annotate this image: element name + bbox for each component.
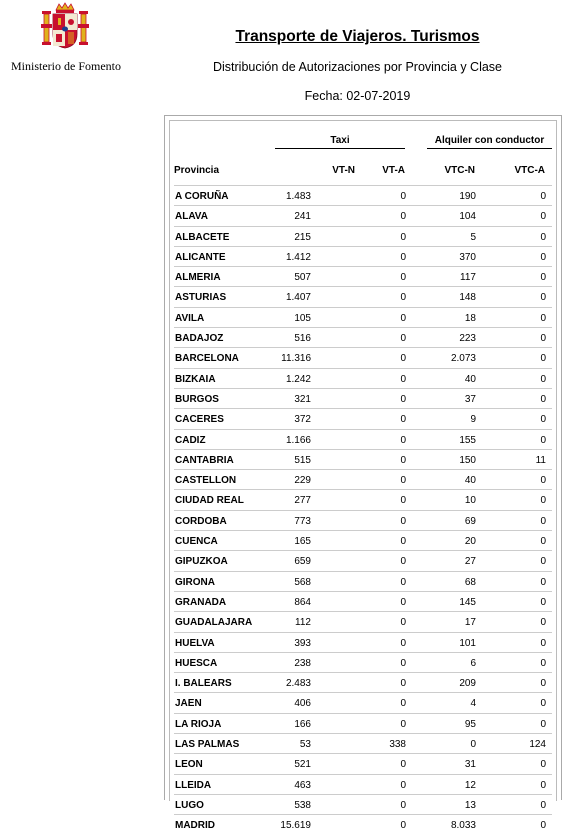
cell-vtc-a: 0 bbox=[540, 718, 546, 730]
cell-province: ALMERIA bbox=[175, 272, 221, 284]
coat-of-arms-logo bbox=[40, 2, 90, 50]
table-row bbox=[174, 652, 552, 672]
cell-vt-n: 2.483 bbox=[285, 678, 311, 690]
cell-vt-n: 112 bbox=[295, 617, 311, 629]
cell-vtc-n: 31 bbox=[464, 759, 476, 771]
cell-vt-a: 0 bbox=[400, 495, 406, 507]
table-row bbox=[174, 449, 552, 469]
table-row bbox=[174, 489, 552, 509]
cell-vtc-n: 104 bbox=[459, 211, 476, 223]
cell-vt-a: 0 bbox=[400, 373, 406, 385]
cell-vt-n: 11.316 bbox=[281, 353, 311, 365]
table-body bbox=[174, 185, 552, 835]
cell-province: LA RIOJA bbox=[175, 718, 222, 730]
cell-province: ALAVA bbox=[175, 211, 208, 223]
cell-vt-n: 321 bbox=[294, 393, 311, 405]
cell-vt-a: 0 bbox=[400, 617, 406, 629]
cell-vt-n: 165 bbox=[294, 536, 311, 548]
cell-vt-n: 516 bbox=[294, 333, 311, 345]
cell-vt-n: 166 bbox=[294, 718, 311, 730]
cell-vtc-n: 40 bbox=[464, 373, 476, 385]
cell-vtc-n: 150 bbox=[459, 454, 476, 466]
cell-province: BIZKAIA bbox=[175, 373, 216, 385]
cell-vtc-n: 101 bbox=[459, 637, 476, 649]
table-row bbox=[174, 692, 552, 712]
table-row bbox=[174, 408, 552, 428]
cell-vtc-n: 6 bbox=[470, 657, 476, 669]
cell-province: LEON bbox=[175, 759, 203, 771]
cell-vtc-a: 0 bbox=[540, 576, 546, 588]
cell-vtc-a: 0 bbox=[540, 272, 546, 284]
table-row bbox=[174, 814, 552, 834]
cell-vt-a: 0 bbox=[400, 414, 406, 426]
page-title: Transporte de Viajeros. Turismos bbox=[235, 28, 480, 45]
cell-vtc-a: 124 bbox=[529, 739, 546, 751]
cell-vtc-n: 148 bbox=[459, 292, 476, 304]
cell-vtc-a: 0 bbox=[540, 799, 546, 811]
cell-vtc-a: 0 bbox=[540, 820, 546, 832]
cell-province: GIPUZKOA bbox=[175, 556, 228, 568]
cell-province: HUESCA bbox=[175, 657, 218, 669]
cell-province: ALICANTE bbox=[175, 251, 226, 263]
cell-province: GRANADA bbox=[175, 596, 227, 608]
cell-vt-n: 393 bbox=[294, 637, 311, 649]
cell-province: CACERES bbox=[175, 414, 224, 426]
cell-vtc-a: 0 bbox=[540, 393, 546, 405]
cell-vtc-n: 4 bbox=[470, 698, 476, 710]
cell-vt-a: 0 bbox=[400, 231, 406, 243]
cell-vt-n: 15.619 bbox=[280, 820, 311, 832]
column-header-vtc-n: VTC-N bbox=[444, 165, 475, 176]
authorizations-table bbox=[164, 115, 562, 832]
cell-vt-a: 0 bbox=[400, 698, 406, 710]
cell-vt-a: 338 bbox=[389, 739, 406, 751]
cell-vtc-a: 0 bbox=[540, 536, 546, 548]
cell-province: GUADALAJARA bbox=[175, 617, 253, 629]
cell-vt-n: 1.242 bbox=[285, 373, 311, 385]
cell-vt-n: 463 bbox=[294, 779, 311, 791]
table-row bbox=[174, 205, 552, 225]
cell-vt-n: 238 bbox=[294, 657, 311, 669]
table-row bbox=[174, 591, 552, 611]
cell-vtc-a: 0 bbox=[540, 191, 546, 202]
table-row bbox=[174, 571, 552, 591]
table-row bbox=[174, 672, 552, 692]
cell-vt-a: 0 bbox=[400, 292, 406, 304]
cell-vt-n: 507 bbox=[294, 272, 311, 284]
cell-vt-n: 372 bbox=[294, 414, 311, 426]
cell-vt-n: 568 bbox=[294, 576, 311, 588]
cell-vtc-a: 0 bbox=[540, 211, 546, 223]
table-row bbox=[174, 368, 552, 388]
cell-province: BURGOS bbox=[175, 393, 219, 405]
cell-vt-a: 0 bbox=[400, 211, 406, 223]
cell-vtc-n: 27 bbox=[464, 556, 476, 568]
table-row bbox=[174, 226, 552, 246]
table-row bbox=[174, 266, 552, 286]
cell-vtc-n: 9 bbox=[470, 414, 476, 426]
cell-vtc-a: 0 bbox=[540, 353, 546, 365]
cell-vtc-n: 69 bbox=[464, 515, 476, 527]
cell-vt-n: 406 bbox=[294, 698, 311, 710]
crest-icon bbox=[40, 2, 90, 50]
cell-vtc-a: 0 bbox=[540, 434, 546, 446]
cell-province: CUENCA bbox=[175, 536, 218, 548]
cell-province: CIUDAD REAL bbox=[175, 495, 244, 507]
cell-vt-a: 0 bbox=[400, 333, 406, 345]
table-row bbox=[174, 246, 552, 266]
cell-vtc-a: 0 bbox=[540, 596, 546, 608]
cell-vt-n: 1.412 bbox=[285, 251, 311, 263]
table-row bbox=[174, 713, 552, 733]
cell-vtc-n: 0 bbox=[470, 739, 476, 751]
group-header-vtc: Alquiler con conductor bbox=[427, 135, 552, 149]
cell-vtc-a: 0 bbox=[540, 414, 546, 426]
cell-vtc-a: 0 bbox=[540, 495, 546, 507]
cell-vtc-n: 190 bbox=[459, 191, 476, 202]
table-row bbox=[174, 530, 552, 550]
cell-vt-n: 864 bbox=[294, 596, 311, 608]
cell-vtc-n: 12 bbox=[464, 779, 476, 791]
table-row bbox=[174, 347, 552, 367]
cell-vtc-a: 0 bbox=[540, 657, 546, 669]
cell-vt-a: 0 bbox=[400, 434, 406, 446]
table-row bbox=[174, 753, 552, 773]
cell-vt-a: 0 bbox=[400, 353, 406, 365]
cell-vt-a: 0 bbox=[400, 393, 406, 405]
cell-vt-a: 0 bbox=[400, 799, 406, 811]
table-row bbox=[174, 611, 552, 631]
cell-vtc-n: 370 bbox=[459, 251, 476, 263]
table-inner-frame bbox=[169, 120, 557, 832]
cell-vt-a: 0 bbox=[400, 576, 406, 588]
cell-vt-a: 0 bbox=[400, 191, 406, 202]
cell-province: A CORUÑA bbox=[175, 191, 229, 202]
cell-vtc-a: 0 bbox=[540, 231, 546, 243]
cell-vt-a: 0 bbox=[400, 312, 406, 324]
table-row bbox=[174, 774, 552, 794]
cell-vtc-n: 8.033 bbox=[450, 820, 476, 832]
group-header-taxi: Taxi bbox=[275, 135, 405, 149]
cell-vtc-n: 68 bbox=[464, 576, 476, 588]
cell-vtc-n: 209 bbox=[459, 678, 476, 690]
cell-vt-n: 515 bbox=[294, 454, 311, 466]
cell-vtc-a: 0 bbox=[540, 779, 546, 791]
cell-province: HUELVA bbox=[175, 637, 215, 649]
cell-vt-n: 215 bbox=[294, 231, 311, 243]
cell-vt-a: 0 bbox=[400, 475, 406, 487]
cell-vtc-n: 5 bbox=[470, 231, 476, 243]
cell-vtc-n: 17 bbox=[464, 617, 476, 629]
table-row bbox=[174, 550, 552, 570]
cell-province: JAEN bbox=[175, 698, 202, 710]
column-header-vtc-a: VTC-A bbox=[514, 165, 545, 176]
cell-vtc-a: 0 bbox=[540, 678, 546, 690]
cell-province: MADRID bbox=[175, 820, 215, 832]
cell-province: I. BALEARS bbox=[175, 678, 232, 690]
cell-vt-n: 1.483 bbox=[285, 191, 311, 202]
cell-vtc-a: 0 bbox=[540, 698, 546, 710]
page-subtitle: Distribución de Autorizaciones por Provincia y Clase bbox=[212, 60, 503, 74]
cell-vt-n: 53 bbox=[299, 739, 311, 751]
cell-vt-a: 0 bbox=[400, 596, 406, 608]
cell-province: BARCELONA bbox=[175, 353, 239, 365]
cell-vt-a: 0 bbox=[400, 536, 406, 548]
table-row bbox=[174, 327, 552, 347]
cell-vtc-a: 0 bbox=[540, 251, 546, 263]
cell-vt-n: 538 bbox=[294, 799, 311, 811]
cell-vtc-a: 11 bbox=[535, 454, 546, 466]
cell-vtc-a: 0 bbox=[540, 759, 546, 771]
cell-province: AVILA bbox=[175, 312, 205, 324]
cell-province: GIRONA bbox=[175, 576, 215, 588]
cell-province: CORDOBA bbox=[175, 515, 227, 527]
cell-vtc-n: 37 bbox=[464, 393, 476, 405]
cell-vt-a: 0 bbox=[400, 515, 406, 527]
table-row bbox=[174, 469, 552, 489]
cell-vtc-a: 0 bbox=[540, 333, 546, 345]
cell-vt-n: 241 bbox=[294, 211, 311, 223]
cell-vtc-n: 40 bbox=[464, 475, 476, 487]
cell-vtc-n: 2.073 bbox=[450, 353, 476, 365]
cell-vt-a: 0 bbox=[400, 759, 406, 771]
cell-province: ALBACETE bbox=[175, 231, 230, 243]
cell-vt-n: 1.166 bbox=[285, 434, 311, 446]
cell-vtc-a: 0 bbox=[540, 475, 546, 487]
cell-vt-a: 0 bbox=[400, 251, 406, 263]
table-row bbox=[174, 510, 552, 530]
cell-vt-a: 0 bbox=[400, 272, 406, 284]
column-header-vt-a: VT-A bbox=[382, 165, 405, 176]
cell-vt-a: 0 bbox=[400, 779, 406, 791]
column-header-province: Provincia bbox=[174, 165, 220, 176]
cell-vt-n: 1.407 bbox=[285, 292, 311, 304]
cell-vtc-n: 13 bbox=[464, 799, 476, 811]
cell-vtc-n: 18 bbox=[464, 312, 476, 324]
cell-vtc-a: 0 bbox=[540, 556, 546, 568]
table-row bbox=[174, 733, 552, 753]
table-row bbox=[174, 286, 552, 306]
cell-vtc-n: 10 bbox=[464, 495, 476, 507]
cell-vtc-a: 0 bbox=[540, 515, 546, 527]
column-header-vt-n: VT-N bbox=[332, 165, 355, 176]
cell-vtc-n: 155 bbox=[459, 434, 476, 446]
cell-vtc-n: 20 bbox=[464, 536, 476, 548]
cell-vtc-a: 0 bbox=[540, 312, 546, 324]
table-row bbox=[174, 307, 552, 327]
cell-vt-n: 277 bbox=[294, 495, 311, 507]
table-row bbox=[174, 185, 552, 205]
cell-province: ASTURIAS bbox=[175, 292, 227, 304]
cell-vtc-n: 117 bbox=[460, 272, 476, 284]
cell-province: LLEIDA bbox=[175, 779, 212, 791]
cell-vtc-a: 0 bbox=[540, 617, 546, 629]
cell-vtc-n: 95 bbox=[464, 718, 476, 730]
cell-vt-n: 773 bbox=[294, 515, 311, 527]
report-date: Fecha: 02-07-2019 bbox=[304, 89, 411, 103]
cell-province: CANTABRIA bbox=[175, 454, 234, 466]
cell-province: BADAJOZ bbox=[175, 333, 224, 345]
cell-vt-n: 521 bbox=[294, 759, 311, 771]
cell-province: CASTELLON bbox=[175, 475, 237, 487]
table-row bbox=[174, 388, 552, 408]
cell-province: CADIZ bbox=[175, 434, 206, 446]
cell-province: LUGO bbox=[175, 799, 204, 811]
cell-province: LAS PALMAS bbox=[175, 739, 240, 751]
cell-vtc-n: 145 bbox=[459, 596, 476, 608]
cell-vtc-a: 0 bbox=[540, 292, 546, 304]
cell-vtc-n: 223 bbox=[459, 333, 476, 345]
cell-vt-a: 0 bbox=[400, 637, 406, 649]
cell-vt-a: 0 bbox=[400, 454, 406, 466]
cell-vt-a: 0 bbox=[400, 820, 406, 832]
ministry-name: Ministerio de Fomento bbox=[11, 59, 121, 73]
table-row bbox=[174, 632, 552, 652]
cell-vt-n: 105 bbox=[294, 312, 311, 324]
cell-vt-a: 0 bbox=[400, 657, 406, 669]
cell-vt-n: 229 bbox=[294, 475, 311, 487]
cell-vtc-a: 0 bbox=[540, 637, 546, 649]
cell-vt-a: 0 bbox=[400, 718, 406, 730]
table-row bbox=[174, 794, 552, 814]
cell-vtc-a: 0 bbox=[540, 373, 546, 385]
table-row bbox=[174, 429, 552, 449]
cell-vt-a: 0 bbox=[400, 556, 406, 568]
cell-vt-n: 659 bbox=[294, 556, 311, 568]
cell-vt-a: 0 bbox=[400, 678, 406, 690]
